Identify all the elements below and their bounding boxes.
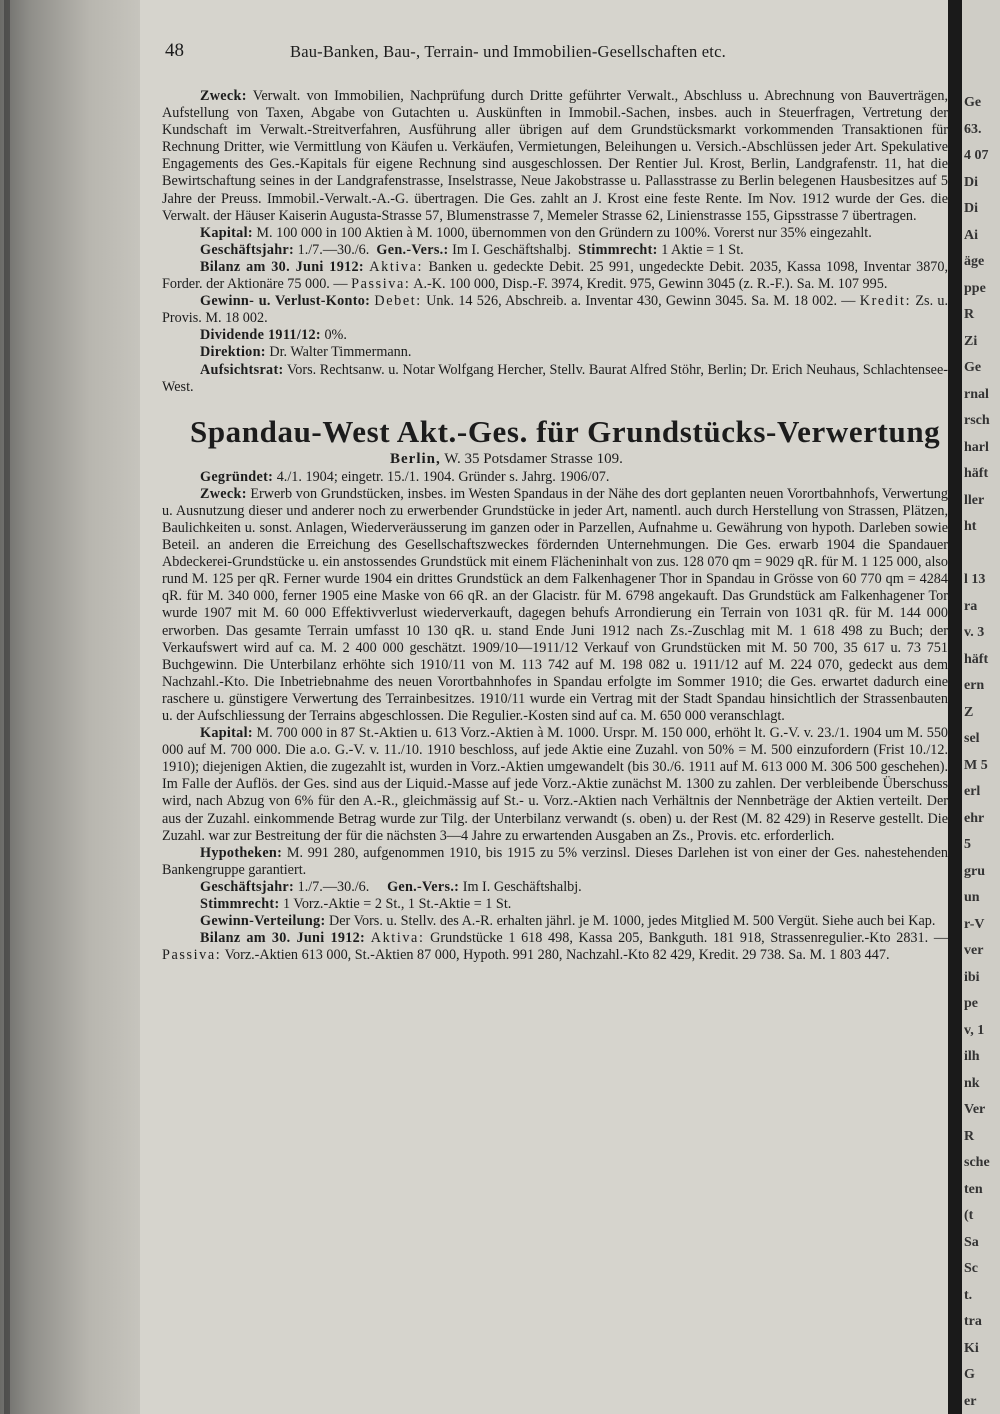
adjacent-page-fragment: Di bbox=[964, 201, 978, 216]
adjacent-page-fragment: Zi bbox=[964, 333, 978, 349]
passiva-label: Passiva: bbox=[162, 947, 222, 964]
adjacent-page-fragment: M 5 bbox=[964, 757, 988, 773]
aktiva-label: Aktiva: bbox=[370, 930, 425, 947]
adjacent-page-fragment: sel bbox=[964, 731, 980, 746]
adjacent-page-fragment: v, 1 bbox=[964, 1022, 985, 1038]
stimmrecht-paragraph bbox=[162, 896, 948, 913]
company-address bbox=[162, 450, 948, 469]
adjacent-page-fragment: ller bbox=[964, 492, 985, 508]
company-name: Spandau-West Akt.-Ges. für Grundstücks-Verwertung bbox=[190, 413, 941, 449]
adjacent-page-fragment: er bbox=[964, 1393, 977, 1409]
prev-guv-paragraph bbox=[162, 293, 948, 327]
company-city: Berlin, bbox=[390, 450, 441, 467]
adjacent-page-fragment: häft bbox=[964, 466, 989, 481]
adjacent-page-fragment: (t bbox=[964, 1208, 974, 1223]
prev-dividende-paragraph bbox=[162, 327, 948, 344]
gj-paragraph bbox=[162, 879, 948, 896]
adjacent-page-fragment: pe bbox=[964, 996, 978, 1011]
gj-label: Geschäftsjahr: bbox=[200, 878, 295, 895]
company-street: W. 35 Potsdamer Strasse 109. bbox=[444, 450, 623, 467]
adjacent-page-fragment: Ge bbox=[964, 95, 982, 110]
adjacent-page-fragment: harl bbox=[964, 439, 989, 455]
gegruendet-text: 4./1. 1904; eingetr. 15./1. 1904. Gründer s. Jahrg. 1906/07. bbox=[276, 468, 610, 485]
adjacent-page-fragment: häft bbox=[964, 651, 989, 667]
kapital-paragraph bbox=[162, 725, 948, 845]
prev-kapital-text: M. 100 000 in 100 Aktien à M. 1000, übernommen von den Gründern zu 100%. Vorerst nur 35% eingezahlt. bbox=[256, 224, 872, 241]
prev-kapital-label: Kapital: bbox=[200, 224, 253, 241]
adjacent-page-fragment: nk bbox=[964, 1075, 980, 1091]
adjacent-page-fragment: ibi bbox=[964, 969, 980, 985]
prev-aktiva-label: Aktiva: bbox=[369, 258, 424, 275]
gewinn-paragraph bbox=[162, 913, 948, 930]
prev-gj-label: Geschäftsjahr: bbox=[200, 241, 295, 258]
adjacent-page-fragment: ten bbox=[964, 1181, 983, 1197]
zweck-paragraph bbox=[162, 486, 948, 725]
kapital-text: M. 700 000 in 87 St.-Aktien u. 613 Vorz.-Aktien à M. 1000. Urspr. M. 150 000, erhöht lt. G.-V. v. 23./1. 1904 um M. 550 000 auf M. 700 000. Die a.o. G.-V. v. 11./10. 1910 beschloss, auf jede Aktie eine Zuzahl. von 50% = M. 500 einzufordern (Frist 10./12. 1910); diejenigen Aktien, die zugezahlt ist, wurden in Vorz.-Aktien umgewandelt (bis 30./6. 1911 auf M. 613 000 M. 306 500 geschehen). Im Falle der Auflös. der Ges. sind aus der Liquid.-Masse auf jede Vorz.-Aktie zunächst M. 1300 zu zahlen. Der verbleibende Überschuss wird, nach Abzug von 6% für den A.-R., gleichmässig auf St.- u. Vorz.-Aktien nach Verhältnis der Nennbeträge der Aktien verteilt. Der aus der Zuzahl. einkommende Betrag wurde zur Tilg. der Unterbilanz verwandt (s. oben) u. der Rest (M. 82 429) in Reserve gestellt. Die Zuzahl. war zur Bestreitung der für die nächsten 3—4 Jahre zu erwartenden Ausgaben an Zs., Provis. etc. erforderlich. bbox=[162, 725, 948, 844]
adjacent-page-fragment: tra bbox=[964, 1314, 982, 1329]
prev-meta-paragraph bbox=[162, 242, 948, 259]
prev-aufsichtsrat-paragraph bbox=[162, 362, 948, 396]
adjacent-page-fragment: 5 bbox=[964, 837, 971, 852]
prev-debet-text: Unk. 14 526, Abschreib. a. Inventar 430, Gewinn 3045. Sa. M. 18 002. — bbox=[426, 293, 856, 310]
adjacent-page-fragment: 4 07 bbox=[964, 148, 989, 163]
prev-gv-label: Gen.-Vers.: bbox=[376, 241, 449, 258]
adjacent-page-fragment: ehr bbox=[964, 810, 985, 826]
prev-direktion-text: Dr. Walter Timmermann. bbox=[269, 344, 412, 361]
adjacent-page-fragment: Ver bbox=[964, 1102, 986, 1117]
adjacent-page-fragment: ra bbox=[964, 598, 978, 614]
adjacent-page-fragment: un bbox=[964, 890, 980, 905]
gegruendet-label: Gegründet: bbox=[200, 468, 274, 485]
page-content bbox=[162, 88, 948, 964]
adjacent-page-fragment: v. 3 bbox=[964, 625, 985, 640]
gv-text: Im I. Geschäftshalbj. bbox=[462, 878, 582, 895]
adjacent-page-fragment: ppe bbox=[964, 280, 986, 296]
passiva-text: Vorz.-Aktien 613 000, St.-Aktien 87 000, Hypoth. 991 280, Nachzahl.-Kto 82 429, Kredit. 29 738. Sa. M. 1 803 447. bbox=[224, 947, 890, 964]
prev-stimm-label: Stimmrecht: bbox=[578, 241, 658, 258]
gewinn-text: Der Vors. u. Stellv. des A.-R. erhalten jährl. je M. 1000, jedes Mitglied M. 500 Vergüt. Siehe auch bei Kap. bbox=[329, 913, 936, 930]
adjacent-page-fragment: äge bbox=[964, 254, 985, 269]
adjacent-page-fragment: Di bbox=[964, 174, 978, 190]
gewinn-label: Gewinn-Verteilung: bbox=[200, 913, 326, 930]
adjacent-page-fragment: ht bbox=[964, 519, 977, 534]
aktiva-text: Grundstücke 1 618 498, Kassa 205, Bankguth. 181 918, Strassenregulier.-Kto 2831. — bbox=[430, 930, 948, 947]
adjacent-page-fragment: Ge bbox=[964, 360, 982, 375]
adjacent-page-fragment: R bbox=[964, 307, 975, 322]
adjacent-page-fragment: t. bbox=[964, 1287, 973, 1303]
binding-gutter bbox=[0, 0, 140, 1414]
adjacent-page-fragment: R bbox=[964, 1128, 975, 1144]
prev-direktion-paragraph bbox=[162, 344, 948, 361]
company-entry bbox=[162, 414, 948, 965]
prev-bilanz-label: Bilanz am 30. Juni 1912: bbox=[200, 258, 364, 275]
zweck-text: Erwerb von Grundstücken, insbes. im Westen Spandaus in der Nähe des dort geplanten neuen Vorortbahnhofs, Verwertung u. Ausnutzung dieser und anderer noch zu erwerbender Grundstücke in jeder Art, namentl. auch durch Herstellung von Strassen, Plätzen, Baulichkeiten u. sonst. Anlagen, Wiederveräusserung im ganzen oder in Parzellen, Aufnahme u. Gewährung von hypoth. Darleben sowie Beteil. an anderen die Erreichung des Gesellschaftszweckes fördernden Unternehmungen. Die Ges. erwarb 1904 die Spandauer Abdeckerei-Grundstücke u. ein anstossendes Grundstück mit einem Flächeninhalt von zus. 128 070 qm = 9029 qR. für M. 1 125 000, also rund M. 125 per qR. Ferner wurde 1904 ein drittes Grundstück an dem Falkenhagener Thor in Spandau in Grösse von 60 770 qm = 4284 qR. für M. 340 000, ferner 1905 eine Maske von 66 qR. an der Glacistr. für M. 6798 angekauft. Das Grundstück am Falkenhagener Tor wurde 1907 mit M. 60 000 Effektivverlust wiederverkauft, dagegen behufs Arrondierung ein Terrain von 1031 qR. für M. 144 000 erworben. Das gesamte Terrain umfasst 10 130 qR. u. stand Ende Juni 1912 nach Zs.-Zuschlag mit M. 1 618 498 zu Buch; der Verkaufswert wird auf ca. M. 2 400 000 geschätzt. 1909/10—1911/12 Verkauf von Grundstücken mit M. 50 700, 35 617 u. 73 751 Buchgewinn. Die Unterbilanz erhöhte sich 1910/11 von M. 113 742 auf M. 198 082 u. 1911/12 auf M. 224 070, gedeckt aus dem Nachzahl.-Kto. Die Inbetriebnahme des neuen Vorortbahnhofes in Spandau erfolgte im Sommer 1910; die Ges. erwartet dadurch eine raschere u. günstigere Verwertung des Terrainbesitzes. 1910/11 wurde ein Vertrag mit der Stadt Spandau hinsichtlich der Strassenbauten u. der Aufschliessung der Terrains abgeschlossen. Die Regulier.-Kosten sind auf ca. M. 650 000 veranschlagt. bbox=[162, 485, 948, 724]
prev-gv-text: Im I. Geschäftshalbj. bbox=[452, 241, 572, 258]
adjacent-page-fragment: Ki bbox=[964, 1340, 979, 1356]
adjacent-page-strip bbox=[962, 0, 1000, 1414]
hypotheken-label: Hypotheken: bbox=[200, 844, 283, 861]
page-number: 48 bbox=[165, 40, 184, 61]
adjacent-page-fragment: erl bbox=[964, 784, 981, 799]
running-head bbox=[165, 40, 945, 68]
hypotheken-paragraph bbox=[162, 845, 948, 879]
prev-aufsichtsrat-label: Aufsichtsrat: bbox=[200, 361, 284, 378]
stimmrecht-text: 1 Vorz.-Aktie = 2 St., 1 St.-Aktie = 1 St. bbox=[283, 896, 512, 913]
prev-stimm-text: 1 Aktie = 1 St. bbox=[661, 241, 744, 258]
prev-bilanz-paragraph bbox=[162, 259, 948, 293]
gj-text: 1./7.—30./6. bbox=[297, 878, 370, 895]
prev-kapital-paragraph bbox=[162, 225, 948, 242]
adjacent-page-fragment: ver bbox=[964, 943, 984, 958]
prev-aufsichtsrat-text: Vors. Rechtsanw. u. Notar Wolfgang Hercher, Stellv. Baurat Alfred Stöhr, Berlin; Dr. Erich Neuhaus, Schlachtensee-West. bbox=[162, 361, 948, 395]
bilanz-paragraph bbox=[162, 930, 948, 964]
zweck-label: Zweck: bbox=[200, 485, 247, 502]
adjacent-page-fragment: Sa bbox=[964, 1234, 979, 1250]
prev-dividende-label: Dividende 1911/12: bbox=[200, 327, 321, 344]
gegruendet-paragraph bbox=[162, 469, 948, 486]
adjacent-page-fragment: rnal bbox=[964, 386, 989, 402]
adjacent-page-fragment: Z bbox=[964, 704, 974, 720]
stimmrecht-label: Stimmrecht: bbox=[200, 896, 280, 913]
adjacent-page-fragment: G bbox=[964, 1367, 975, 1382]
adjacent-page-fragment: l 13 bbox=[964, 572, 986, 587]
prev-gj-text: 1./7.—30./6. bbox=[297, 241, 370, 258]
prev-zweck-label: Zweck: bbox=[200, 88, 247, 104]
prev-dividende-text: 0%. bbox=[324, 327, 347, 344]
adjacent-page-fragment: sche bbox=[964, 1155, 990, 1170]
adjacent-page-fragment: ilh bbox=[964, 1049, 980, 1064]
prev-direktion-label: Direktion: bbox=[200, 344, 266, 361]
prev-aktiva-text: Banken u. gedeckte Debit. 25 991, ungedeckte Debit. 2035, Kassa 1098, Inventar 3870, Forder. der Aktionäre 75 000. — bbox=[162, 258, 948, 293]
bilanz-label: Bilanz am 30. Juni 1912: bbox=[200, 930, 366, 947]
adjacent-page-fragment: ern bbox=[964, 678, 985, 693]
page-edge-shadow bbox=[948, 0, 962, 1414]
binding-edge bbox=[4, 0, 10, 1414]
kapital-label: Kapital: bbox=[200, 725, 253, 742]
adjacent-page-fragment: Ai bbox=[964, 227, 978, 243]
running-title: Bau-Banken, Bau-, Terrain- und Immobilien-Gesellschaften etc. bbox=[290, 42, 726, 61]
adjacent-page-fragment: Sc bbox=[964, 1261, 978, 1276]
prev-guv-label: Gewinn- u. Verlust-Konto: bbox=[200, 293, 371, 310]
adjacent-page-fragment: rsch bbox=[964, 413, 990, 428]
prev-passiva-text: A.-K. 100 000, Disp.-F. 3974, Kredit. 975, Gewinn 3045 (z. R.-F.). Sa. M. 107 995. bbox=[413, 276, 888, 293]
prev-passiva-label: Passiva: bbox=[351, 276, 411, 293]
prev-kredit-label: Kredit: bbox=[859, 293, 912, 310]
hypotheken-text: M. 991 280, aufgenommen 1910, bis 1915 zu 5% verzinsl. Dieses Darlehen ist von einer der Ges. nahestehenden Bankengruppe garantiert. bbox=[162, 844, 948, 878]
adjacent-page-fragment: 63. bbox=[964, 121, 982, 137]
prev-debet-label: Debet: bbox=[374, 293, 422, 310]
prev-zweck-paragraph bbox=[162, 88, 948, 225]
adjacent-page-fragment: gru bbox=[964, 863, 985, 879]
adjacent-page-fragment: r-V bbox=[964, 916, 985, 932]
gv-label: Gen.-Vers.: bbox=[387, 878, 460, 895]
prev-zweck-text: Verwalt. von Immobilien, Nachprüfung durch Dritte geführter Verwalt., Abschluss u. Abrechnung von Bauverträgen, Aufstellung von Taxen, Abgabe von Gutachten u. Auskünften in Immobil.-Sachen, insbes. auch in Steuerfragen, Vertretung der Kundschaft im Verwalt.-Streitverfahren, Ausführung aller übrigen auf dem Grundstücksmarkt vorkommenden Transaktionen für Rechnung Dritter, wie Vermittlung von Käufen u. Verkäufen, Vermietungen, Beleihungen u. Versich.-Abschlüssen jeder Art. Spekulative Engagements des Ges.-Kapitals für eigene Rechnung sind ausgeschlossen. Der Rentier Jul. Krost, Berlin, Landgrafenstr. 11, hat die Bewirtschaftung seines in der Landgrafenstrasse, Inselstrasse, Neue Jakobstrasse u. Pallasstrasse zu Berlin belegenen Hausbesitzes auf 5 Jahre der Preuss. Immobil.-Verwalt.-A.-G. übertragen. Die Ges. zahlt an J. Krost eine feste Rente. Im Nov. 1912 wurde der Ges. die Verwalt. der Häuser Kaiserin Augusta-Strasse 57, Blumenstrasse 7, Memeler Strasse 62, Linienstrasse 155, Gipsstrasse 7 übertragen. bbox=[162, 88, 948, 224]
prev-kredit-text: Zs. u. Provis. M. 18 002. bbox=[162, 293, 948, 327]
